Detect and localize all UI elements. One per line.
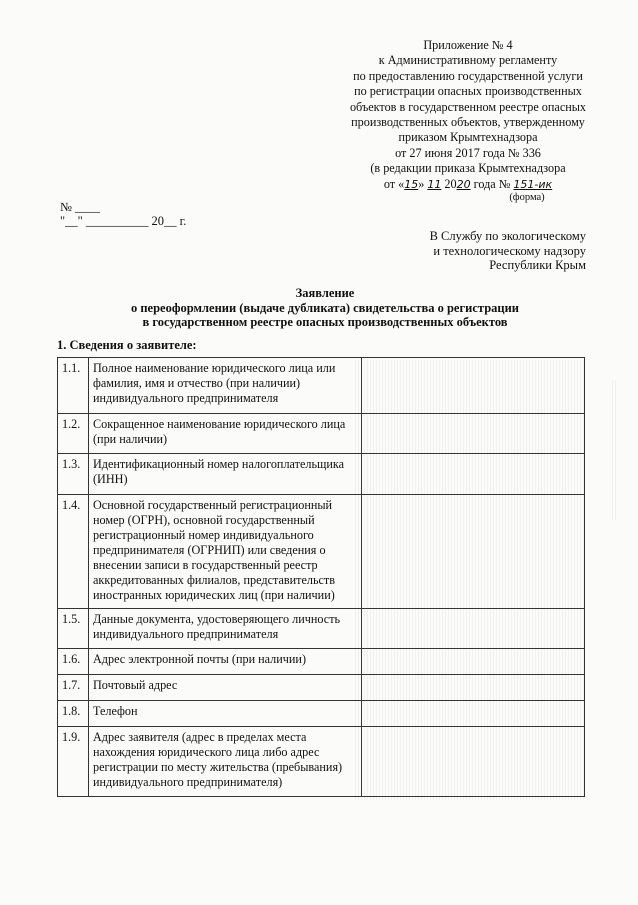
value-field[interactable] [362,675,585,701]
row-label: Почтовый адрес [89,675,362,701]
form-label: (форма) [509,192,545,204]
row-label: Телефон [89,701,362,727]
year-prefix: 20 [444,176,457,191]
table-row [58,495,585,609]
appendix-line: (в редакции приказа Крымтехнадзора [370,161,566,176]
appendix-line: Приложение № 4 [423,38,513,52]
appendix-line: объектов в государственном реестре опасных [349,99,587,114]
row-number: 1.5. [58,609,89,649]
addressee-line: В Службу по экологическому [429,229,586,243]
row-number: 1.2. [58,414,89,454]
handwritten-year: 20 [456,177,471,191]
amendment-date-line [318,177,618,192]
row-label: Идентификационный номер налогоплательщика (ИНН) [89,454,362,495]
appendix-line: по регистрации опасных производственных [354,84,582,99]
row-number: 1.8. [58,701,89,727]
addressee-line: Республики Крым [489,258,586,272]
value-field[interactable] [362,701,585,727]
value-field[interactable] [362,495,585,609]
year-suffix: года № [473,176,511,191]
row-label: Сокращенное наименование юридического лица (при наличии) [89,414,362,454]
row-number: 1.6. [58,649,89,675]
row-label: Полное наименование юридического лица или фамилия, имя и отчество (при наличии) индивидуального предпринимателя [89,358,362,414]
handwritten-number: 151-ик [513,177,553,191]
date-line: "__" __________ 20__ г. [60,214,187,228]
title-line: Заявление [295,286,355,300]
appendix-line: производственных объектов, утвержденному [351,115,585,130]
row-label: Данные документа, удостоверяющего личность индивидуального предпринимателя [89,609,362,649]
appendix-block [318,38,618,204]
table-row [58,454,585,495]
value-field[interactable] [362,358,585,414]
appendix-line: к Административному регламенту [378,53,558,68]
addressee-block [410,229,586,273]
handwritten-month: 11 [427,177,442,191]
table-row [58,701,585,727]
value-field[interactable] [362,609,585,649]
table-row [58,727,585,797]
appendix-line: по предоставлению государственной услуги [353,68,583,83]
value-field[interactable] [362,454,585,495]
row-number: 1.4. [58,495,89,609]
number-line: № ____ [60,200,101,214]
title-line: о переоформлении (выдаче дубликата) свидетельства о регистрации [130,300,520,315]
value-field[interactable] [362,727,585,797]
date-mid: » [418,176,425,191]
row-number: 1.9. [58,727,89,797]
row-label: Основной государственный регистрационный номер (ОГРН), основной государственный регистрационный номер индивидуального предпринимателя (ОГРНИП) или сведения о внесении записи в государственный реестр аккредитованных филиалов, представительств иностранных юридических лиц (при наличии) [89,495,362,609]
addressee-line: и технологическому надзору [433,243,586,258]
table-row [58,649,585,675]
row-number: 1.3. [58,454,89,495]
appendix-line: приказом Крымтехнадзора [398,130,538,145]
row-number: 1.1. [58,358,89,414]
table-row [58,414,585,454]
document-title [60,286,590,330]
handwritten-day: 15 [404,177,419,191]
row-label: Адрес электронной почты (при наличии) [89,649,362,675]
value-field[interactable] [362,649,585,675]
table-row [58,609,585,649]
registration-number-block [60,200,186,228]
date-prefix: от « [383,176,405,191]
applicant-info-table [57,357,585,797]
appendix-line: от 27 июня 2017 года № 336 [395,145,541,160]
table-row [58,358,585,414]
scan-noise [612,380,616,520]
value-field[interactable] [362,414,585,454]
table-row [58,675,585,701]
title-line: в государственном реестре опасных производственных объектов [142,315,508,329]
row-label: Адрес заявителя (адрес в пределах места нахождения юридического лица либо адрес регистрации по месту жительства (пребывания) индивидуального предпринимателя) [89,727,362,797]
row-number: 1.7. [58,675,89,701]
section-heading: 1. Сведения о заявителе: [57,338,197,352]
